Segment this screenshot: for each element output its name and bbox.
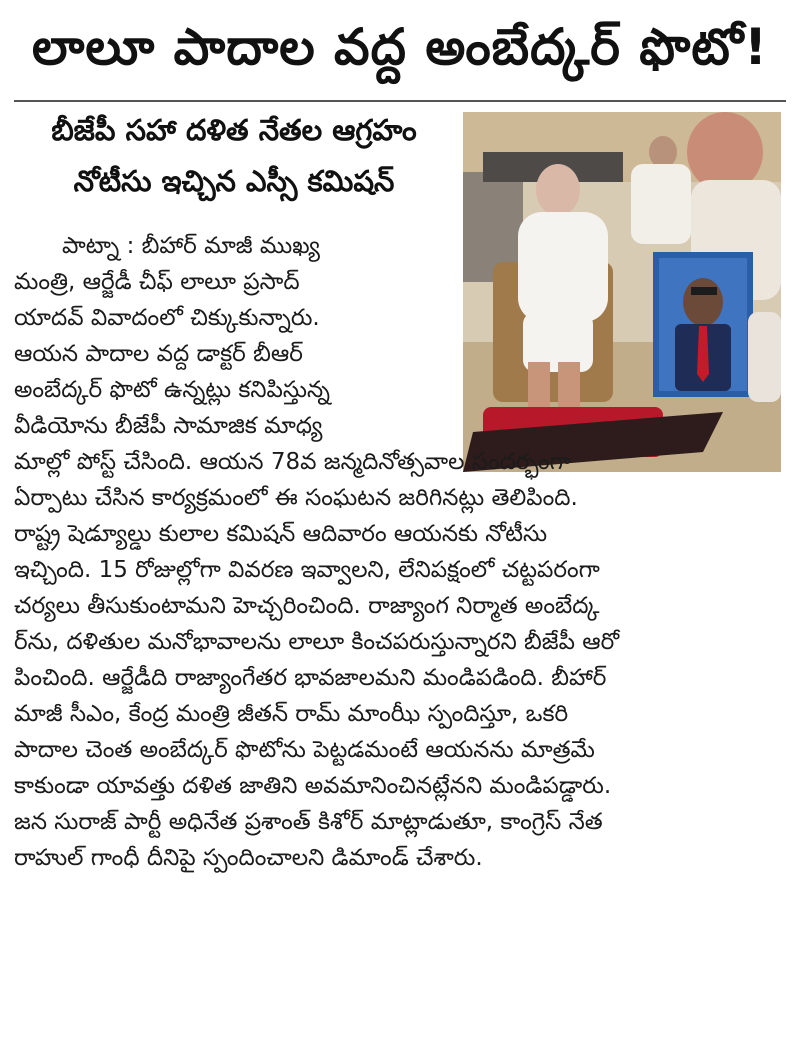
news-photo <box>463 112 781 472</box>
body-line-14: మాజీ సీఎం, కేంద్ర మంత్రి జీతన్ రామ్ మాంఝీ స్పందిస్తూ, ఒకరి <box>14 701 569 727</box>
body-line-16: కాకుండా యావత్తు దళిత జాతిని అవమానించినట్లేనని మండిపడ్డారు. <box>14 773 612 799</box>
body-line-6: వీడియోను బీజేపీ సామాజిక మాధ్య <box>14 413 323 439</box>
body-line-11: చర్యలు తీసుకుంటామని హెచ్చరించింది. రాజ్యాంగ నిర్మాత అంబేద్క <box>14 593 600 619</box>
headline-rule <box>14 100 786 102</box>
body-line-18: రాహుల్ గాంధీ దీనిపై స్పందించాలని డిమాండ్ చేశారు. <box>14 845 483 871</box>
body-line-8: ఏర్పాటు చేసిన కార్యక్రమంలో ఈ సంఘటన జరిగినట్లు తెలిపింది. <box>14 485 578 511</box>
subheadings <box>14 108 454 210</box>
headline: లాలూ పాదాల వద్ద అంబేద్కర్ ఫొటో! <box>32 17 768 76</box>
body-line-10: ఇచ్చింది. 15 రోజుల్లోగా వివరణ ఇవ్వాలని, లేనిపక్షంలో చట్టపరంగా <box>14 557 600 583</box>
body-line-12: ర్‌ను, దళితుల మనోభావాలను లాలూ కించపరుస్తున్నారని బీజేపీ ఆరో <box>14 629 620 655</box>
body-line-4: ఆయన పాదాల వద్ద డాక్టర్ బీఆర్ <box>14 341 303 367</box>
body-line-17: జన సురాజ్ పార్టీ అధినేత ప్రశాంత్ కిశోర్ మాట్లాడుతూ, కాంగ్రెస్ నేత <box>14 809 603 835</box>
subheading-2: నోటీసు ఇచ్చిన ఎస్సీ కమిషన్ <box>73 163 395 198</box>
subheading-1: బీజేపీ సహా దళిత నేతల ఆగ్రహం <box>51 112 417 147</box>
body-line-1: పాట్నా : బీహార్ మాజీ ముఖ్య <box>62 233 320 259</box>
body-line-2: మంత్రి, ఆర్జేడీ చీఫ్ లాలూ ప్రసాద్ <box>14 269 300 295</box>
body-line-7: మాల్లో పోస్ట్ చేసింది. ఆయన 78వ జన్మదినోత్సవాల సందర్భంగా <box>14 449 571 475</box>
body-line-5: అంబేద్కర్ ఫొటో ఉన్నట్లు కనిపిస్తున్న <box>14 377 330 403</box>
body-line-15: పాదాల చెంత అంబేద్కర్ ఫొటోను పెట్టడమంటే ఆయనను మాత్రమే <box>14 737 595 763</box>
body-line-9: రాష్ట్ర షెడ్యూల్డు కులాల కమిషన్ ఆదివారం ఆయనకు నోటీసు <box>14 521 548 547</box>
photo-illustration <box>463 112 781 472</box>
body-line-13: పించింది. ఆర్జేడీది రాజ్యాంగేతర భావజాలమని మండిపడింది. బీహార్ <box>14 665 607 691</box>
body-line-3: యాదవ్ వివాదంలో చిక్కుకున్నారు. <box>14 305 320 331</box>
